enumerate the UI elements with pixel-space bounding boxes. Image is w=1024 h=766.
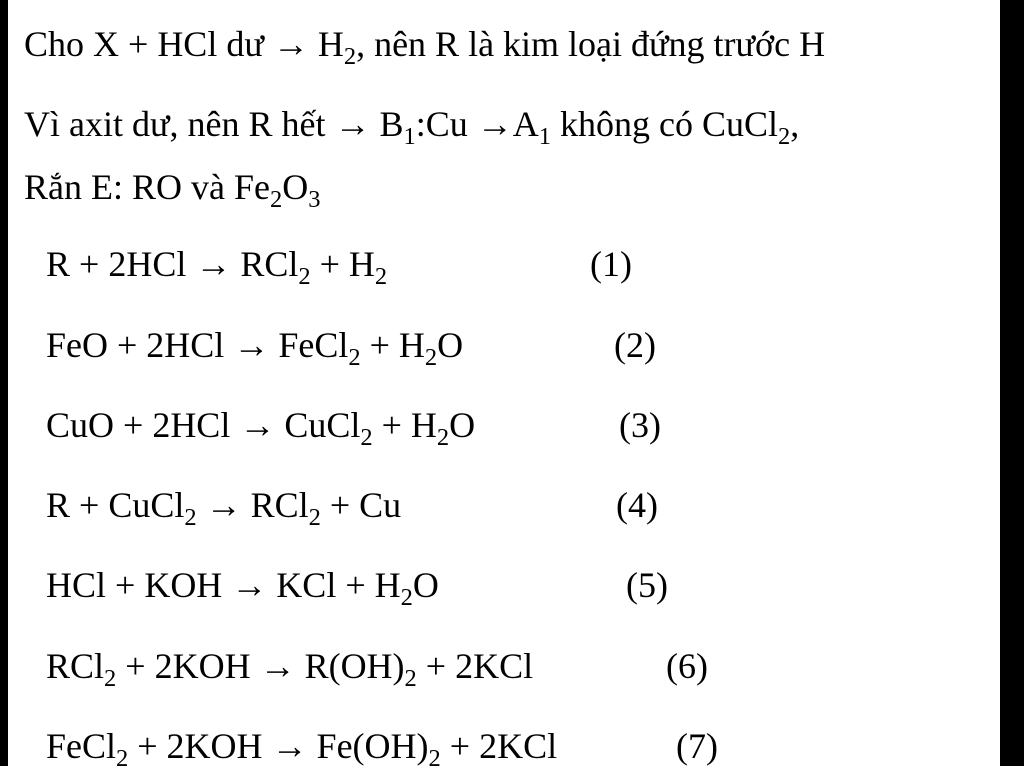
subscript: 2: [348, 343, 361, 371]
text-run: :Cu →A: [415, 104, 539, 144]
text-run: O: [282, 167, 309, 207]
equation-formula: [46, 565, 439, 611]
text-run: Cho X + HCl dư → H: [24, 24, 344, 64]
intro-line-3: [24, 167, 321, 213]
subscript: 2: [424, 343, 438, 371]
equation-1: [46, 244, 632, 290]
text-run: R + CuCl: [46, 485, 185, 525]
text-run: , nên R là kim loại đứng trước H: [356, 24, 826, 64]
text-run: + H: [310, 244, 375, 284]
text-run: + 2KCl: [416, 646, 534, 686]
equation-formula: [46, 646, 534, 692]
subscript: 2: [436, 423, 450, 451]
text-run: R + 2HCl → RCl: [46, 244, 299, 284]
text-run: → RCl: [196, 485, 309, 525]
text-run: + H: [372, 405, 437, 445]
text-run: Vì axit dư, nên R hết → B: [24, 104, 404, 144]
intro-line-2: [24, 104, 800, 150]
subscript: 2: [343, 42, 357, 70]
equation-formula: [46, 325, 464, 371]
subscript: 2: [374, 262, 388, 290]
text-run: HCl + KOH → KCl + H: [46, 565, 401, 605]
document-page: [8, 0, 1000, 766]
text-run: O: [437, 325, 464, 365]
equation-number: (4): [616, 485, 658, 525]
equation-formula: [46, 726, 557, 766]
text-run: + 2KOH → R(OH): [116, 646, 405, 686]
equation-6: [46, 646, 708, 692]
equation-4: [46, 485, 658, 531]
subscript: 2: [360, 423, 373, 451]
text-run: ,: [790, 104, 800, 144]
equation-number: (1): [590, 244, 632, 284]
intro-line-1: [24, 24, 826, 70]
equation-7: [46, 726, 718, 766]
subscript: 2: [116, 744, 129, 766]
subscript: 3: [308, 185, 321, 213]
text-run: O: [449, 405, 476, 445]
equation-3: [46, 405, 661, 451]
equation-number: (6): [666, 646, 708, 686]
text-run: + Cu: [320, 485, 402, 525]
text-run: Rắn E: RO và Fe: [24, 167, 270, 207]
subscript: 2: [428, 744, 441, 766]
text-run: + H: [360, 325, 425, 365]
subscript: 2: [298, 262, 311, 290]
equation-5: [46, 565, 668, 611]
text-run: RCl: [46, 646, 105, 686]
equation-2: [46, 325, 656, 371]
subscript: 1: [538, 122, 551, 150]
equation-formula: [46, 244, 388, 290]
equation-number: (3): [619, 405, 661, 445]
text-run: + 2KOH → Fe(OH): [128, 726, 429, 766]
equation-number: (7): [676, 726, 718, 766]
text-run: CuO + 2HCl → CuCl: [46, 405, 361, 445]
equation-number: (5): [626, 565, 668, 605]
subscript: 2: [104, 664, 117, 692]
equation-number: (2): [614, 325, 656, 365]
subscript: 2: [400, 583, 413, 611]
text-run: + 2KCl: [440, 726, 558, 766]
text-run: FeO + 2HCl → FeCl: [46, 325, 349, 365]
text-run: không có CuCl: [550, 104, 778, 144]
subscript: 2: [184, 503, 197, 531]
subscript: 2: [404, 664, 417, 692]
equation-formula: [46, 405, 476, 451]
subscript: 1: [403, 122, 416, 150]
equation-formula: [46, 485, 402, 531]
subscript: 2: [269, 185, 283, 213]
subscript: 2: [777, 122, 791, 150]
text-run: O: [412, 565, 439, 605]
text-run: FeCl: [46, 726, 117, 766]
subscript: 2: [308, 503, 321, 531]
